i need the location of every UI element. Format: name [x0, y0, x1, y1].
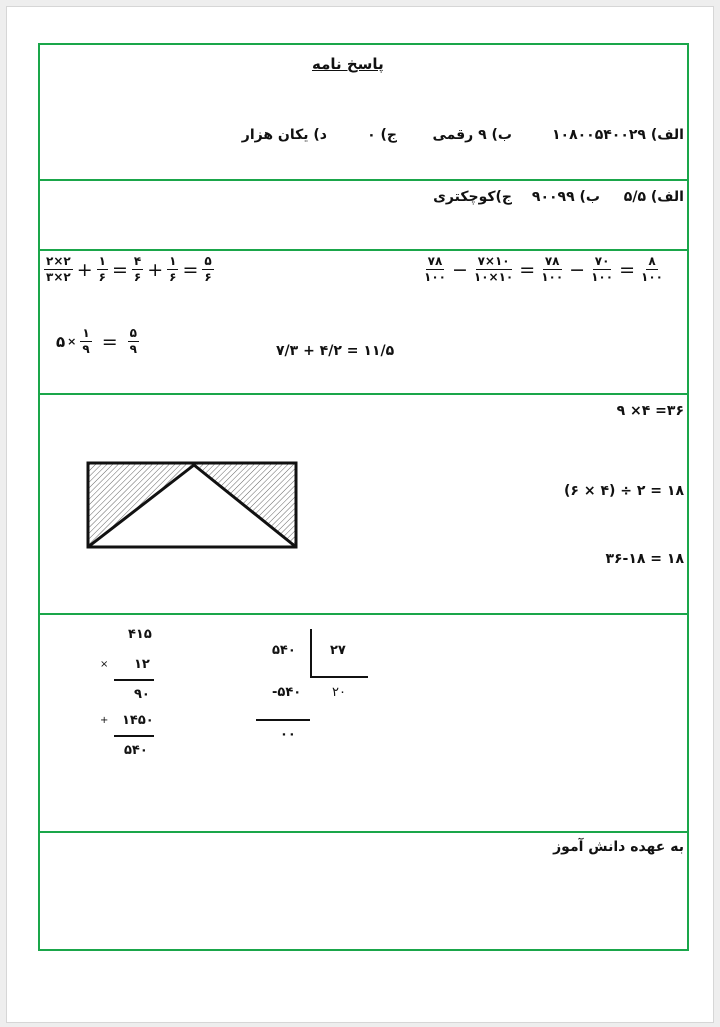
mult-line-2 [114, 735, 154, 737]
division-dividend: ۵۴۰ [272, 643, 296, 658]
mult-partial-1: ۹۰ [134, 687, 150, 702]
q1-answer-d: د) یکان هزار [241, 127, 327, 143]
hatched-rectangle-figure [84, 453, 300, 553]
q4-line-1: ۹ ×۴ =۳۶ [616, 403, 684, 419]
q6-answer: به عهده دانش آموز [553, 839, 684, 855]
mult-plus-sign: + [100, 715, 109, 726]
section-3 [38, 249, 689, 395]
mult-partial-2: ۱۴۵۰ [122, 713, 154, 728]
section-6 [38, 831, 689, 951]
answer-sheet-page [6, 6, 714, 1023]
division-remainder: ۰۰ [280, 727, 296, 742]
division-divisor: ۲۷ [330, 643, 346, 658]
mult-result: ۵۴۰ [124, 743, 148, 758]
division-subtraction: -۵۴۰ [272, 685, 302, 700]
q2-answer-a: الف) ۵/۵ [623, 189, 684, 205]
division-result-line [256, 719, 310, 721]
mult-top-number: ۴۱۵ [128, 627, 152, 642]
fraction-sum-equation: $\frac{۲\times ۲}{۳\times ۲}$ + $\frac{۱}{۶}$ = $\frac{۴}{۶}$ + $\frac{۱}{۶}$ = $\frac{۵}{۶}$ [46, 254, 212, 284]
q1-answer-b: ب) ۹ رقمی [432, 127, 512, 143]
q2-answer-b: ب) ۹۰۰۹۹ [531, 189, 600, 205]
q1-answer-c: ج) ۰ [367, 127, 397, 143]
division-horizontal-bar [310, 676, 368, 678]
section-2 [38, 179, 689, 251]
section-1 [38, 43, 689, 181]
mult-times-sign: × [100, 659, 109, 670]
q4-line-3: ۳۶-۱۸ = ۱۸ [605, 551, 684, 567]
section-5 [38, 613, 689, 833]
mult-second-number: ۱۲ [134, 657, 150, 672]
page-title: پاسخ نامه [312, 55, 384, 73]
q2-answer-c: ج)کوچکتری [433, 189, 512, 205]
fraction-product-equation: ۵ × $\frac{۱}{۹}$ = $\frac{۵}{۹}$ [56, 326, 137, 356]
fraction-difference-equation: $\frac{۷۸}{۱۰۰}$ − $\frac{۷\times ۱۰}{۱۰\times ۱۰}$ = $\frac{۷۸}{۱۰۰}$ − $\frac{۷۰}{۱۰۰}$ = $\frac{۸}{۱۰۰}$ [424, 254, 663, 284]
q1-answer-a: الف) ۱۰۸۰۰۵۴۰۰۲۹ [551, 127, 684, 143]
mult-line-1 [114, 679, 154, 681]
decimal-sum-equation: ۷/۳ + ۴/۲ = ۱۱/۵ [276, 343, 395, 359]
section-4 [38, 393, 689, 615]
division-quotient: ۲۰ [332, 685, 346, 700]
q4-line-2: (۶ × ۴) ÷ ۲ = ۱۸ [564, 483, 684, 499]
division-vertical-bar [310, 629, 312, 677]
